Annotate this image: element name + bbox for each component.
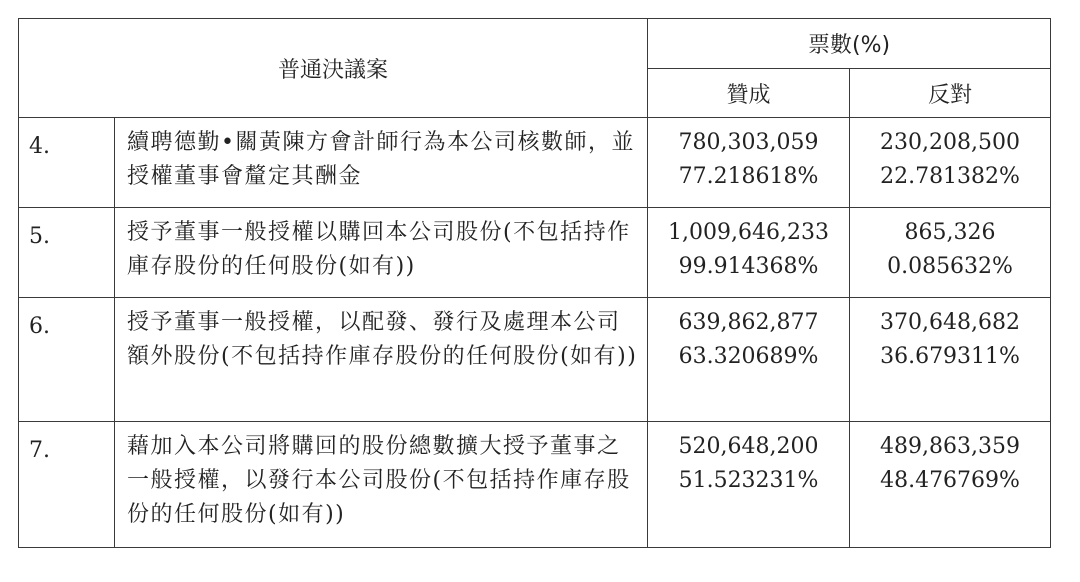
against-count: 370,648,682 <box>880 310 1020 335</box>
for-count: 520,648,200 <box>678 434 819 459</box>
against-votes-cell <box>850 208 1051 298</box>
for-header: 贊成 <box>648 69 850 118</box>
against-percent: 36.679311% <box>880 344 1020 369</box>
for-votes-cell <box>648 118 850 208</box>
against-count: 489,863,359 <box>880 434 1020 459</box>
resolutions-table <box>18 18 1051 548</box>
resolution-description: 藉加入本公司將購回的股份總數擴大授予董事之一般授權，以發行本公司股份(不包括持作庫存股份的任何股份(如有)) <box>115 422 648 548</box>
against-count: 230,208,500 <box>880 130 1020 155</box>
resolution-number: 6. <box>19 298 115 422</box>
table-row <box>19 422 1051 548</box>
resolution-description: 授予董事一般授權，以配發、發行及處理本公司額外股份(不包括持作庫存股份的任何股份(如有)) <box>115 298 648 422</box>
against-header: 反對 <box>850 69 1051 118</box>
resolution-number: 5. <box>19 208 115 298</box>
against-percent: 0.085632% <box>887 254 1013 279</box>
for-count: 780,303,059 <box>678 130 819 155</box>
resolution-description: 授予董事一般授權以購回本公司股份(不包括持作庫存股份的任何股份(如有)) <box>115 208 648 298</box>
for-percent: 77.218618% <box>678 164 819 189</box>
against-count: 865,326 <box>904 220 996 245</box>
for-percent: 51.523231% <box>678 468 819 493</box>
table-row <box>19 118 1051 208</box>
for-count: 639,862,877 <box>678 310 819 335</box>
table-row <box>19 298 1051 422</box>
against-votes-cell <box>850 118 1051 208</box>
against-votes-cell <box>850 298 1051 422</box>
for-percent: 63.320689% <box>678 344 819 369</box>
header-row-top <box>19 19 1051 69</box>
for-votes-cell <box>648 208 850 298</box>
for-votes-cell <box>648 422 850 548</box>
for-percent: 99.914368% <box>678 254 819 279</box>
resolution-number: 7. <box>19 422 115 548</box>
for-votes-cell <box>648 298 850 422</box>
against-percent: 22.781382% <box>880 164 1020 189</box>
against-votes-cell <box>850 422 1051 548</box>
resolution-header: 普通決議案 <box>19 19 648 118</box>
table-row <box>19 208 1051 298</box>
resolution-number: 4. <box>19 118 115 208</box>
for-count: 1,009,646,233 <box>668 220 829 245</box>
resolution-description: 續聘德勤•關黃陳方會計師行為本公司核數師，並授權董事會釐定其酬金 <box>115 118 648 208</box>
votes-header: 票數(%) <box>648 19 1051 69</box>
against-percent: 48.476769% <box>880 468 1020 493</box>
